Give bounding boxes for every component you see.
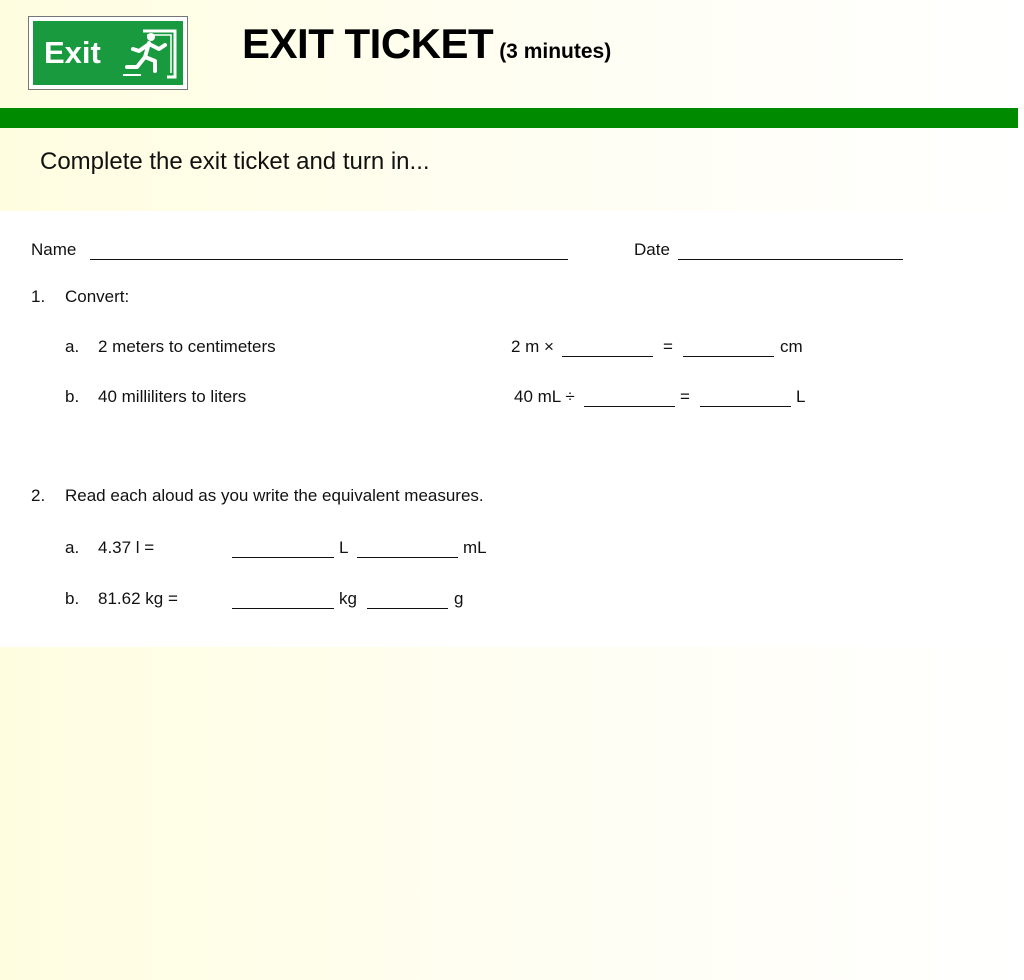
question-1a-equals: = (663, 337, 673, 356)
title-time-note: (3 minutes) (499, 40, 612, 63)
question-1-label: Convert: (65, 287, 130, 306)
running-man-icon (121, 27, 177, 81)
question-2a-text: 4.37 l = (98, 538, 155, 557)
question-2b-unit-1: kg (339, 589, 357, 608)
page-header (242, 20, 611, 68)
question-1b-letter: b. (65, 387, 80, 406)
question-1b-equals: = (680, 387, 690, 406)
question-2a-letter: a. (65, 538, 80, 557)
question-2b-text: 81.62 kg = (98, 589, 178, 608)
question-1b-text: 40 milliliters to liters (98, 387, 247, 406)
question-2b-blank-2[interactable] (367, 608, 448, 609)
page-title: EXIT TICKET (242, 20, 494, 67)
question-1b-blank-factor[interactable] (584, 406, 675, 407)
question-1a-letter: a. (65, 337, 80, 356)
question-1a-blank-factor[interactable] (562, 356, 653, 357)
question-1a-blank-answer[interactable] (683, 356, 774, 357)
question-1b-expression: 40 mL ÷ (514, 387, 575, 406)
question-1a-unit: cm (780, 337, 803, 356)
instruction-text: Complete the exit ticket and turn in... (40, 148, 430, 175)
question-2b-letter: b. (65, 589, 80, 608)
exit-sign-text: Exit (44, 35, 101, 70)
name-label: Name (31, 240, 77, 259)
question-2a-blank-1[interactable] (232, 557, 334, 558)
exit-sign-logo (28, 16, 188, 90)
question-2a-blank-2[interactable] (357, 557, 458, 558)
question-1b-unit: L (796, 387, 806, 406)
question-2a-unit-1: L (339, 538, 349, 557)
worksheet (0, 211, 1024, 647)
question-1a-text: 2 meters to centimeters (98, 337, 276, 356)
question-2b-unit-2: g (454, 589, 464, 608)
question-1-number: 1. (31, 287, 46, 306)
date-blank[interactable] (678, 259, 903, 260)
question-2a-unit-2: mL (463, 538, 487, 557)
header-divider (0, 108, 1018, 128)
question-2b-blank-1[interactable] (232, 608, 334, 609)
date-label: Date (634, 240, 670, 259)
question-1a-expression: 2 m × (511, 337, 554, 356)
question-2-number: 2. (31, 486, 46, 505)
question-2-label: Read each aloud as you write the equivalent measures. (65, 486, 484, 505)
name-blank[interactable] (90, 259, 568, 260)
exit-sign (33, 21, 183, 85)
question-1b-blank-answer[interactable] (700, 406, 791, 407)
